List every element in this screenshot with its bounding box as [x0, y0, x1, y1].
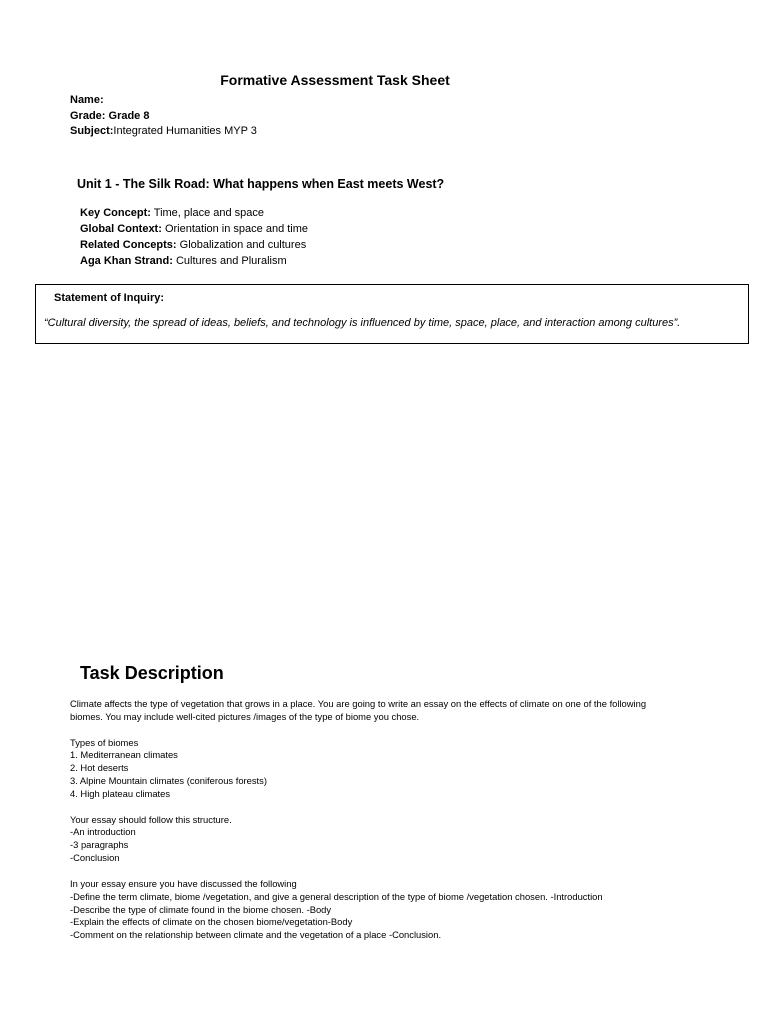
discuss-heading: In your essay ensure you have discussed the following	[70, 877, 297, 889]
page-title: Formative Assessment Task Sheet	[220, 72, 450, 88]
list-item: -An introduction	[70, 826, 136, 838]
list-item: -Comment on the relationship between climate and the vegetation of a place -Conclusion.	[70, 929, 442, 941]
statement-of-inquiry-box	[35, 284, 749, 344]
subject-value: Integrated Humanities MYP 3	[113, 125, 257, 137]
global-context: Global Context: Orientation in space and time	[80, 223, 309, 235]
list-item: 3. Alpine Mountain climates (coniferous forests)	[70, 775, 267, 787]
grade-label: Grade: Grade 8	[70, 110, 150, 122]
intro-line: Climate affects the type of vegetation that grows in a place. You are going to write an essay on the effects of climate on one of the following	[70, 698, 647, 709]
inquiry-label: Statement of Inquiry:	[54, 292, 165, 304]
list-item: -3 paragraphs	[70, 839, 129, 851]
list-item: -Explain the effects of climate on the chosen biome/vegetation-Body	[70, 916, 353, 928]
structure-heading: Your essay should follow this structure.	[70, 813, 232, 825]
list-item: 2. Hot deserts	[70, 762, 129, 774]
inquiry-text: “Cultural diversity, the spread of ideas, beliefs, and technology is influenced by time, space, place, and interaction among cultures”.	[44, 317, 681, 329]
subject-label: Subject:	[70, 125, 114, 137]
list-item: -Describe the type of climate found in the biome chosen. -Body	[70, 903, 332, 915]
list-item: 4. High plateau climates	[70, 787, 171, 799]
task-description-body	[70, 698, 690, 942]
unit-title: Unit 1 - The Silk Road: What happens when East meets West?	[77, 177, 445, 191]
list-item: -Conclusion	[70, 852, 120, 864]
list-item: 1. Mediterranean climates	[70, 749, 178, 761]
related-concepts: Related Concepts: Globalization and cultures	[80, 239, 307, 251]
name-label: Name:	[70, 94, 104, 106]
list-item: -Define the term climate, biome /vegetation, and give a general description of the type of biome /vegetation chosen. -Introduction	[70, 890, 603, 902]
task-description-heading: Task Description	[80, 663, 224, 683]
subject-line	[70, 124, 257, 139]
key-concept: Key Concept: Time, place and space	[80, 207, 265, 219]
biomes-heading: Types of biomes	[70, 736, 139, 748]
aga-khan-strand: Aga Khan Strand: Cultures and Pluralism	[80, 255, 287, 267]
intro-line: biomes. You may include well-cited pictures /images of the type of biome you chose.	[70, 710, 420, 722]
